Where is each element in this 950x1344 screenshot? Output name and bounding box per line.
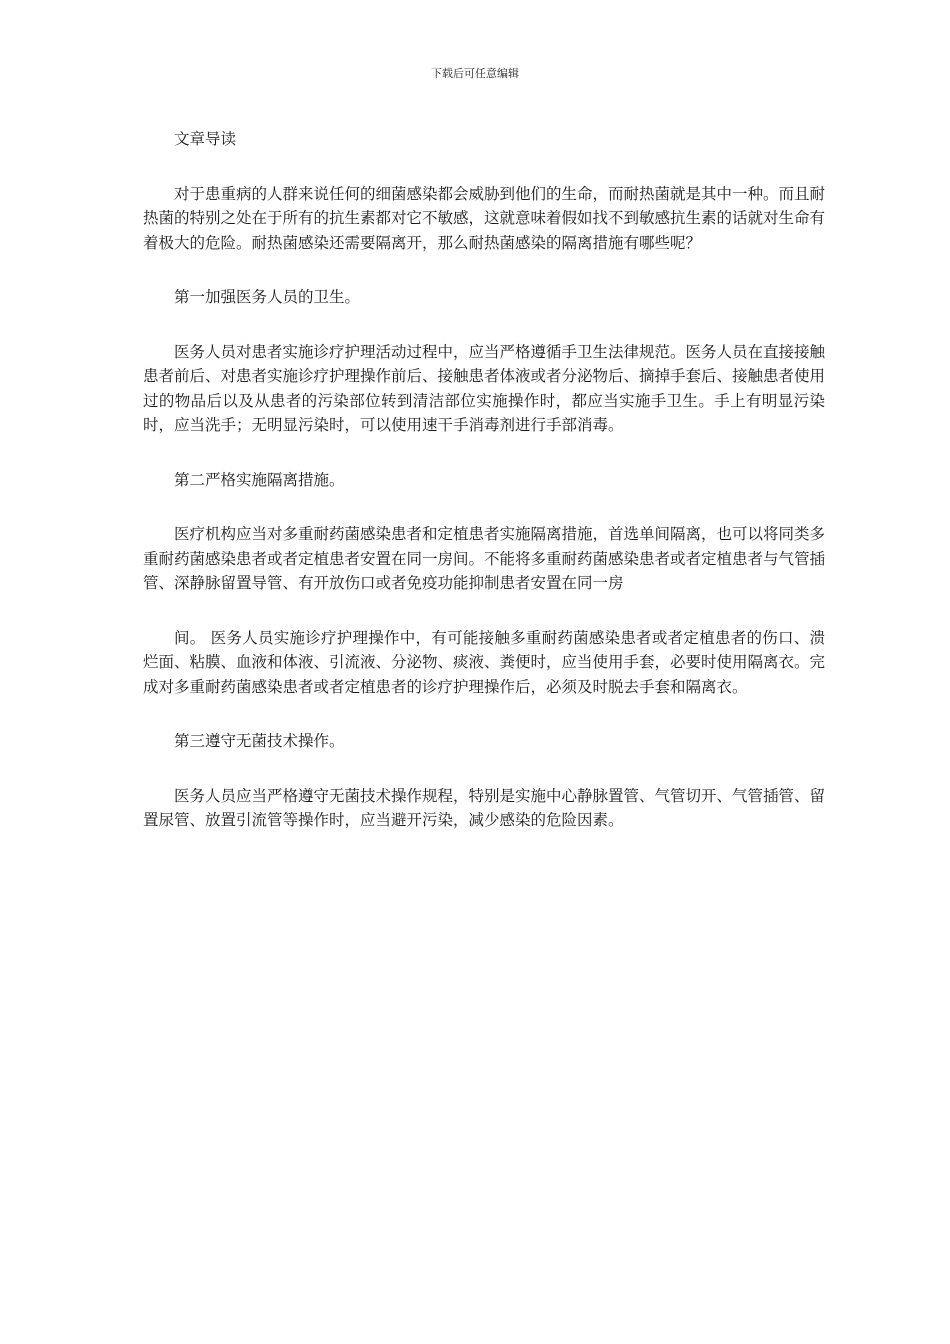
isolation-paragraph: 医疗机构应当对多重耐药菌感染患者和定植患者实施隔离措施，首选单间隔离，也可以将同类多重耐药菌感染患者或者定植患者安置在同一房间。不能将多重耐药菌感染患者或者定植患者与气管插管、深静脉留置导管、有开放伤口或者免疫功能抑制患者安置在同一房	[143, 525, 826, 592]
intro-paragraph: 对于患重病的人群来说任何的细菌感染都会威胁到他们的生命，而耐热菌就是其中一种。而且耐热菌的特别之处在于所有的抗生素都对它不敏感，这就意味着假如找不到敏感抗生素的话就对生命有着极大的危险。耐热菌感染还需要隔离开，那么耐热菌感染的隔离措施有哪些呢？	[143, 184, 826, 252]
heading-aseptic: 第三遵守无菌技术操作。	[174, 732, 345, 750]
section-intro-title: 文章导读	[174, 130, 237, 148]
page-header-note: 下载后可任意编辑	[431, 67, 519, 80]
heading-hygiene: 第一加强医务人员的卫生。	[174, 288, 361, 306]
heading-isolation: 第二严格实施隔离措施。	[174, 470, 345, 489]
isolation-paragraph-continued: 间。 医务人员实施诊疗护理操作中，有可能接触多重耐药菌感染患者或者定植患者的伤口、溃烂面、粘膜、血液和体液、引流液、分泌物、痰液、粪便时，应当使用手套，必要时使用隔离衣。完成对多重耐药菌感染患者或者定植患者的诊疗护理操作后，必须及时脱去手套和隔离衣。	[143, 628, 826, 696]
aseptic-paragraph: 医务人员应当严格遵守无菌技术操作规程，特别是实施中心静脉置管、气管切开、气管插管、留置尿管、放置引流管等操作时，应当避开污染，减少感染的危险因素。	[143, 786, 826, 829]
document-body	[143, 127, 825, 833]
hygiene-paragraph: 医务人员对患者实施诊疗护理活动过程中，应当严格遵循手卫生法律规范。医务人员在直接接触患者前后、对患者实施诊疗护理操作前后、接触患者体液或者分泌物后、摘掉手套后、接触患者使用过的物品后以及从患者的污染部位转到清洁部位实施操作时，都应当实施手卫生。手上有明显污染时，应当洗手；无明显污染时，可以使用速干手消毒剂进行手部消毒。	[143, 342, 826, 434]
